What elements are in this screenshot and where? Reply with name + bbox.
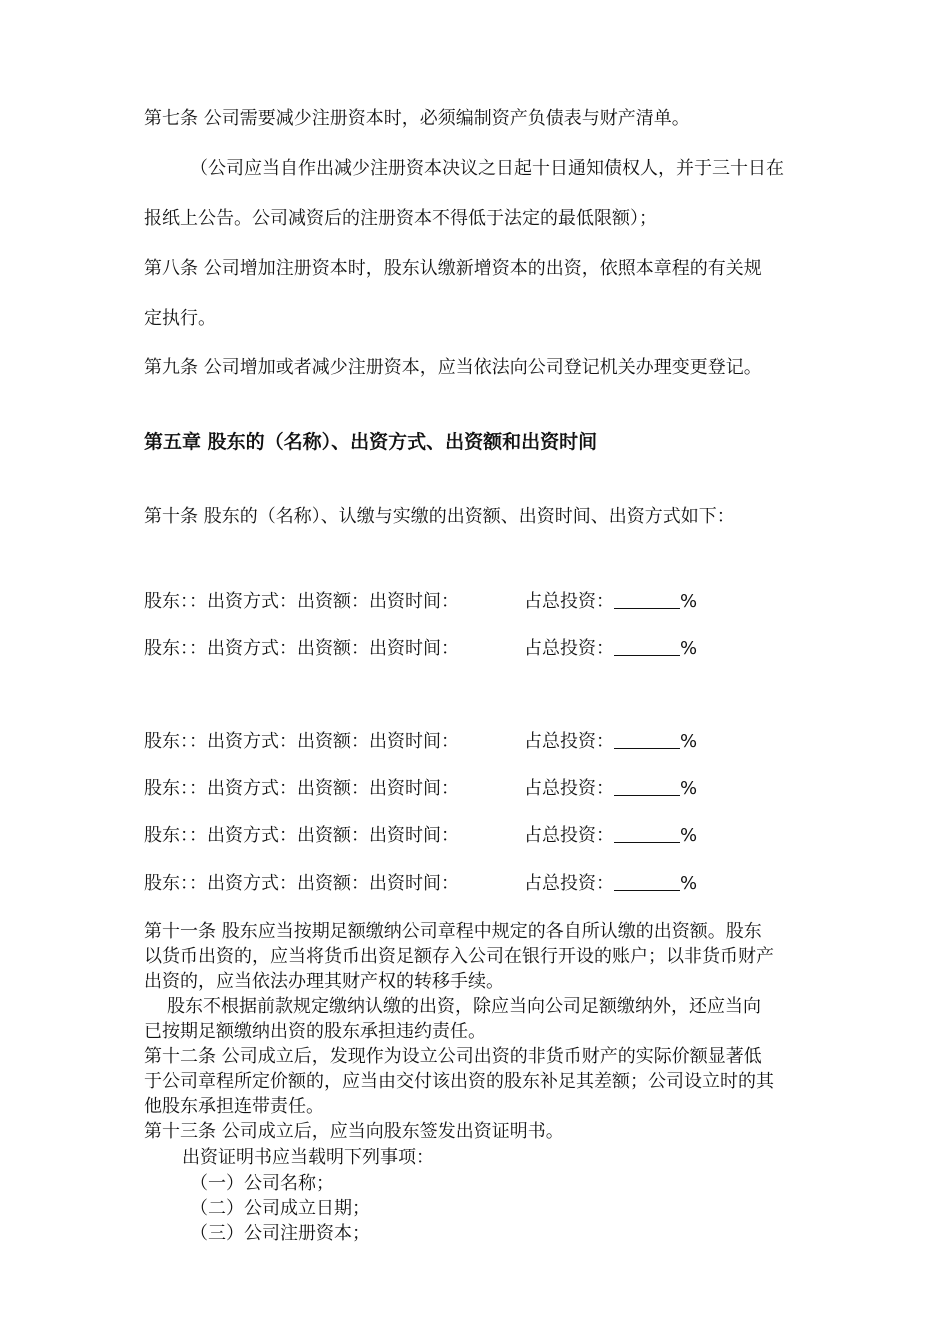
article-7-note-line-1: （公司应当自作出减少注册资本决议之日起十日通知债权人，并于三十日在	[190, 158, 784, 179]
article-11-line-4: 股东不根据前款规定缴纳认缴的出资，除应当向公司足额缴纳外，还应当向	[167, 996, 761, 1017]
percent-blank[interactable]	[614, 730, 680, 749]
article-12-line-3: 他股东承担连带责任。	[144, 1096, 324, 1117]
article-12-line-1: 第十二条 公司成立后，发现作为设立公司出资的非货币财产的实际价额显著低	[144, 1046, 762, 1067]
shareholder-row	[144, 777, 698, 801]
article-11-line-1: 第十一条 股东应当按期足额缴纳公司章程中规定的各自所认缴的出资额。股东	[144, 921, 762, 942]
article-11-line-2: 以货币出资的，应当将货币出资足额存入公司在银行开设的账户；以非货币财产	[144, 946, 774, 967]
percent-blank[interactable]	[614, 637, 680, 656]
article-8-line-1: 第八条 公司增加注册资本时，股东认缴新增资本的出资，依照本章程的有关规	[144, 258, 762, 279]
article-12-line-2: 于公司章程所定价额的，应当由交付该出资的股东补足其差额；公司设立时的其	[144, 1071, 774, 1092]
list-item-2: （二）公司成立日期；	[190, 1198, 370, 1219]
percent-blank[interactable]	[614, 590, 680, 609]
shareholder-label: 股东：：出资方式：出资额：出资时间：	[144, 638, 459, 659]
shareholder-row	[144, 590, 698, 614]
article-10: 第十条 股东的（名称）、认缴与实缴的出资额、出资时间、出资方式如下：	[144, 506, 735, 527]
shareholder-label: 股东：：出资方式：出资额：出资时间：	[144, 778, 459, 799]
article-8-line-2: 定执行。	[144, 308, 216, 329]
percent-blank[interactable]	[614, 824, 680, 843]
percent-blank[interactable]	[614, 777, 680, 796]
list-item-1: （一）公司名称；	[190, 1173, 334, 1194]
share-percent: 占总投资： %	[524, 778, 698, 799]
article-11-line-3: 出资的，应当依法办理其财产权的转移手续。	[144, 971, 504, 992]
article-9: 第九条 公司增加或者减少注册资本，应当依法向公司登记机关办理变更登记。	[144, 357, 762, 378]
share-percent: 占总投资： %	[524, 873, 698, 894]
shareholder-row	[144, 824, 698, 848]
shareholder-row	[144, 637, 698, 661]
shareholder-label: 股东：：出资方式：出资额：出资时间：	[144, 873, 459, 894]
share-percent: 占总投资： %	[524, 638, 698, 659]
article-11-line-5: 已按期足额缴纳出资的股东承担违约责任。	[144, 1021, 486, 1042]
chapter-5-heading: 第五章 股东的（名称）、出资方式、出资额和出资时间	[144, 431, 598, 453]
share-percent: 占总投资： %	[524, 825, 698, 846]
article-7: 第七条 公司需要减少注册资本时，必须编制资产负债表与财产清单。	[144, 108, 690, 129]
shareholder-row	[144, 730, 698, 754]
share-percent: 占总投资： %	[524, 731, 698, 752]
article-13-intro: 出资证明书应当载明下列事项：	[182, 1147, 434, 1168]
article-7-note-line-2: 报纸上公告。公司减资后的注册资本不得低于法定的最低限额）；	[144, 208, 657, 229]
shareholder-label: 股东：：出资方式：出资额：出资时间：	[144, 591, 459, 612]
list-item-3: （三）公司注册资本；	[190, 1223, 370, 1244]
article-13: 第十三条 公司成立后，应当向股东签发出资证明书。	[144, 1121, 564, 1142]
percent-blank[interactable]	[614, 872, 680, 891]
shareholder-label: 股东：：出资方式：出资额：出资时间：	[144, 731, 459, 752]
share-percent: 占总投资： %	[524, 591, 698, 612]
shareholder-row	[144, 872, 698, 896]
shareholder-label: 股东：：出资方式：出资额：出资时间：	[144, 825, 459, 846]
